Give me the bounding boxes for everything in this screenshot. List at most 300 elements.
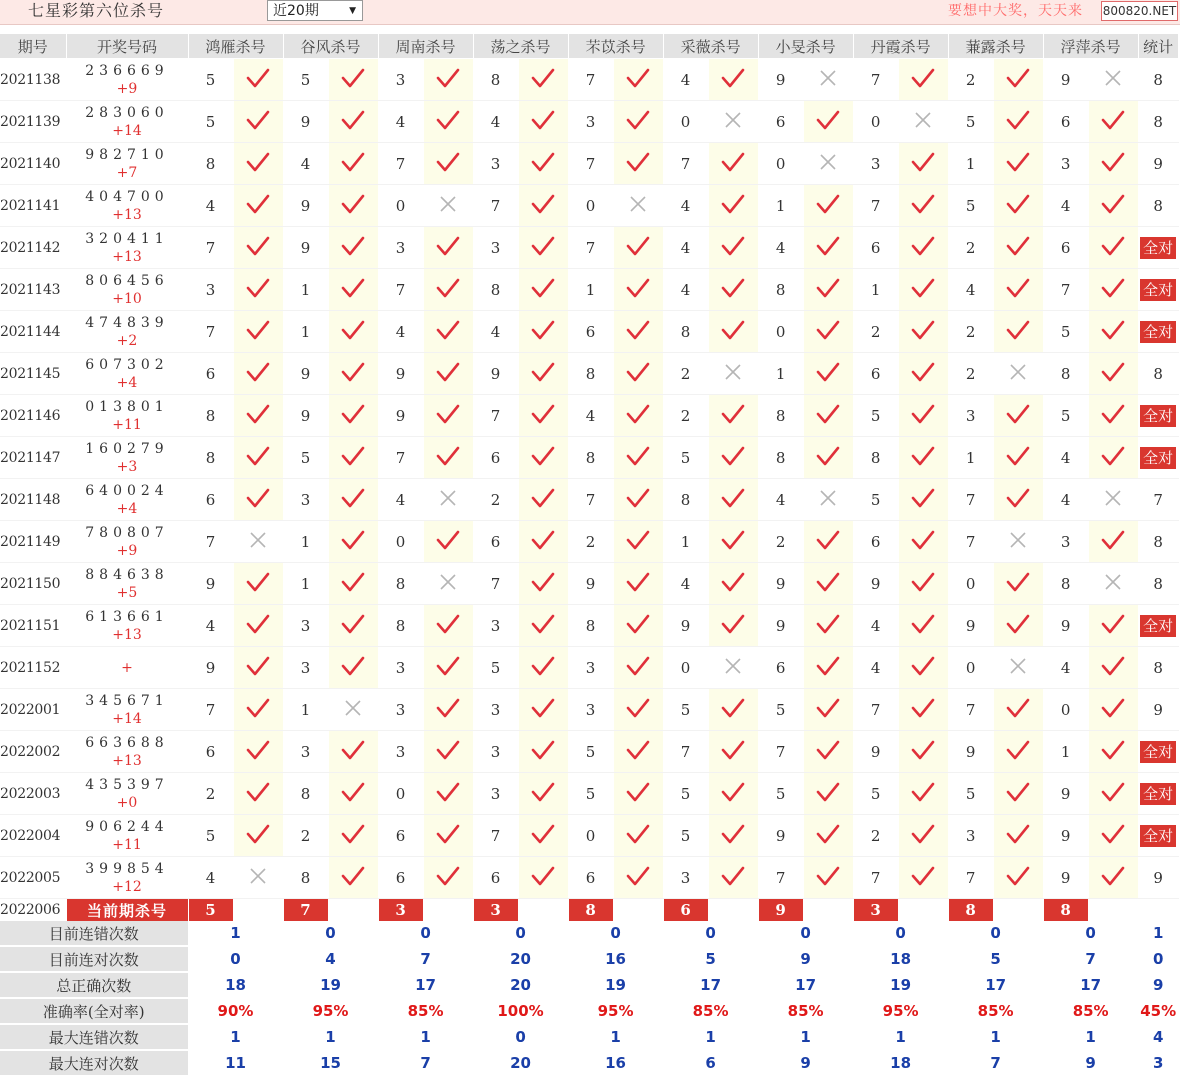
draw-numbers: 474839 bbox=[85, 314, 169, 331]
header-killer-1: 谷风杀号 bbox=[283, 34, 378, 59]
summary-value: 18 bbox=[853, 946, 948, 972]
cross-icon bbox=[724, 111, 742, 129]
check-icon bbox=[436, 277, 460, 299]
check-icon bbox=[1006, 865, 1030, 887]
check-icon bbox=[721, 529, 745, 551]
hit-mark bbox=[423, 311, 473, 353]
kill-number: 4 bbox=[948, 269, 993, 311]
kill-number: 8 bbox=[188, 395, 233, 437]
kill-number: 6 bbox=[568, 311, 613, 353]
check-icon bbox=[911, 151, 935, 173]
hit-mark bbox=[423, 143, 473, 185]
table-row bbox=[0, 227, 1178, 269]
summary-value: 0 bbox=[948, 921, 1043, 946]
summary-value: 0 bbox=[378, 921, 473, 946]
kill-number: 9 bbox=[663, 605, 708, 647]
check-icon bbox=[721, 445, 745, 467]
hit-mark bbox=[803, 185, 853, 227]
draw-sum: +0 bbox=[116, 794, 138, 811]
draw-numbers: 884638 bbox=[85, 566, 169, 583]
kill-number: 7 bbox=[473, 395, 518, 437]
stat-value: 8 bbox=[1153, 532, 1163, 551]
check-icon bbox=[436, 235, 460, 257]
check-icon bbox=[531, 781, 555, 803]
kill-number: 5 bbox=[1043, 395, 1088, 437]
miss-mark bbox=[233, 521, 283, 563]
check-icon bbox=[626, 109, 650, 131]
check-icon bbox=[1101, 319, 1125, 341]
cross-icon bbox=[1104, 69, 1122, 87]
table-row bbox=[0, 689, 1178, 731]
kill-number: 8 bbox=[663, 479, 708, 521]
kill-number: 4 bbox=[188, 605, 233, 647]
kill-number: 0 bbox=[758, 143, 803, 185]
hit-mark bbox=[423, 521, 473, 563]
period-cell: 2022002 bbox=[0, 731, 66, 773]
summary-row bbox=[0, 946, 1178, 972]
kill-number: 7 bbox=[948, 857, 993, 899]
check-icon bbox=[911, 865, 935, 887]
kill-number: 5 bbox=[188, 815, 233, 857]
summary-value: 17 bbox=[1043, 972, 1138, 998]
table-row bbox=[0, 563, 1178, 605]
check-icon bbox=[626, 235, 650, 257]
kill-number: 2 bbox=[948, 311, 993, 353]
draw-numbers: 013801 bbox=[85, 398, 169, 415]
summary-value: 7 bbox=[1043, 946, 1138, 972]
hit-mark bbox=[1088, 689, 1138, 731]
summary-value: 0 bbox=[853, 921, 948, 946]
cross-icon bbox=[629, 195, 647, 213]
hit-mark bbox=[518, 185, 568, 227]
kill-number: 5 bbox=[188, 101, 233, 143]
kill-number: 8 bbox=[283, 773, 328, 815]
hit-mark bbox=[233, 647, 283, 689]
draw-numbers: 236669 bbox=[85, 62, 169, 79]
draw-numbers: 399854 bbox=[85, 860, 169, 877]
header-killer-8: 蒹露杀号 bbox=[948, 34, 1043, 59]
kill-number: 3 bbox=[283, 647, 328, 689]
stat-cell bbox=[1138, 521, 1178, 563]
hit-mark bbox=[1088, 311, 1138, 353]
summary-value: 5 bbox=[948, 946, 1043, 972]
hit-mark bbox=[328, 59, 378, 101]
kill-number: 7 bbox=[948, 521, 993, 563]
kill-number-table bbox=[0, 34, 1179, 1077]
history-rows bbox=[0, 59, 1178, 899]
kill-number: 1 bbox=[758, 185, 803, 227]
current-kill-number: 6 bbox=[663, 899, 708, 922]
check-icon bbox=[246, 613, 270, 635]
kill-number: 3 bbox=[188, 269, 233, 311]
table-row bbox=[0, 437, 1178, 479]
stat-value: 8 bbox=[1153, 574, 1163, 593]
draw-cell bbox=[66, 143, 188, 185]
hit-mark bbox=[803, 227, 853, 269]
check-icon bbox=[341, 319, 365, 341]
draw-sum: +14 bbox=[112, 710, 142, 727]
check-icon bbox=[816, 697, 840, 719]
all-correct-badge: 全对 bbox=[1140, 405, 1176, 427]
draw-numbers: 640024 bbox=[85, 482, 169, 499]
check-icon bbox=[911, 655, 935, 677]
draw-sum: + bbox=[121, 659, 133, 676]
check-icon bbox=[531, 277, 555, 299]
summary-value: 1 bbox=[663, 1024, 758, 1050]
hit-mark bbox=[1088, 647, 1138, 689]
kill-number: 0 bbox=[568, 815, 613, 857]
check-icon bbox=[531, 67, 555, 89]
check-icon bbox=[1006, 319, 1030, 341]
summary-label: 目前连错次数 bbox=[0, 921, 188, 946]
check-icon bbox=[1006, 109, 1030, 131]
period-cell: 2022003 bbox=[0, 773, 66, 815]
summary-stat: 0 bbox=[1138, 946, 1178, 972]
hit-mark bbox=[993, 143, 1043, 185]
kill-number: 7 bbox=[188, 311, 233, 353]
hit-mark bbox=[328, 647, 378, 689]
kill-number: 9 bbox=[378, 353, 423, 395]
kill-number: 9 bbox=[758, 59, 803, 101]
hit-mark bbox=[993, 605, 1043, 647]
hit-mark bbox=[1088, 857, 1138, 899]
check-icon bbox=[436, 67, 460, 89]
check-icon bbox=[246, 235, 270, 257]
stat-cell bbox=[1138, 773, 1178, 815]
check-icon bbox=[626, 529, 650, 551]
current-kill-spacer bbox=[613, 899, 663, 922]
current-kill-number: 8 bbox=[568, 899, 613, 922]
stat-cell bbox=[1138, 857, 1178, 899]
draw-sum: +5 bbox=[116, 584, 138, 601]
hit-mark bbox=[898, 563, 948, 605]
stat-cell bbox=[1138, 731, 1178, 773]
kill-number: 4 bbox=[188, 857, 233, 899]
miss-mark bbox=[233, 857, 283, 899]
hit-mark bbox=[708, 857, 758, 899]
kill-number: 8 bbox=[188, 143, 233, 185]
miss-mark bbox=[993, 521, 1043, 563]
check-icon bbox=[721, 487, 745, 509]
hit-mark bbox=[233, 311, 283, 353]
all-correct-badge: 全对 bbox=[1140, 321, 1176, 343]
hit-mark bbox=[518, 311, 568, 353]
kill-number: 9 bbox=[283, 353, 328, 395]
check-icon bbox=[246, 361, 270, 383]
hit-mark bbox=[613, 353, 663, 395]
header-killer-2: 周南杀号 bbox=[378, 34, 473, 59]
hit-mark bbox=[328, 563, 378, 605]
miss-mark bbox=[423, 563, 473, 605]
period-range-select[interactable] bbox=[267, 0, 363, 21]
hit-mark bbox=[803, 563, 853, 605]
kill-number: 8 bbox=[853, 437, 898, 479]
check-icon bbox=[531, 403, 555, 425]
hit-mark bbox=[1088, 521, 1138, 563]
check-icon bbox=[436, 781, 460, 803]
kill-number: 3 bbox=[283, 479, 328, 521]
check-icon bbox=[911, 319, 935, 341]
summary-stat: 9 bbox=[1138, 972, 1178, 998]
current-kill-spacer bbox=[803, 899, 853, 922]
stat-cell bbox=[1138, 689, 1178, 731]
hit-mark bbox=[328, 857, 378, 899]
check-icon bbox=[1101, 865, 1125, 887]
hit-mark bbox=[898, 311, 948, 353]
draw-sum: +10 bbox=[112, 290, 142, 307]
summary-stat: 45% bbox=[1138, 998, 1178, 1024]
table-row bbox=[0, 185, 1178, 227]
check-icon bbox=[816, 739, 840, 761]
summary-value: 0 bbox=[283, 921, 378, 946]
check-icon bbox=[436, 697, 460, 719]
check-icon bbox=[911, 277, 935, 299]
check-icon bbox=[531, 319, 555, 341]
kill-number: 3 bbox=[1043, 143, 1088, 185]
check-icon bbox=[531, 193, 555, 215]
period-cell: 2021143 bbox=[0, 269, 66, 311]
check-icon bbox=[721, 865, 745, 887]
stat-cell bbox=[1138, 353, 1178, 395]
kill-number: 9 bbox=[1043, 59, 1088, 101]
check-icon bbox=[1006, 445, 1030, 467]
check-icon bbox=[531, 655, 555, 677]
header-killer-7: 丹霞杀号 bbox=[853, 34, 948, 59]
hit-mark bbox=[993, 689, 1043, 731]
draw-numbers: 404700 bbox=[85, 188, 169, 205]
kill-number: 1 bbox=[758, 353, 803, 395]
kill-number: 7 bbox=[663, 731, 708, 773]
kill-number: 3 bbox=[948, 395, 993, 437]
hit-mark bbox=[233, 101, 283, 143]
period-cell: 2021138 bbox=[0, 59, 66, 101]
kill-number: 3 bbox=[283, 605, 328, 647]
stat-cell bbox=[1138, 101, 1178, 143]
check-icon bbox=[246, 697, 270, 719]
draw-sum: +13 bbox=[112, 626, 142, 643]
draw-numbers: 345671 bbox=[85, 692, 169, 709]
hit-mark bbox=[898, 395, 948, 437]
cross-icon bbox=[439, 195, 457, 213]
kill-number: 1 bbox=[663, 521, 708, 563]
summary-value: 9 bbox=[1043, 1050, 1138, 1076]
table-row bbox=[0, 311, 1178, 353]
check-icon bbox=[816, 865, 840, 887]
kill-number: 3 bbox=[853, 143, 898, 185]
draw-numbers: 613661 bbox=[85, 608, 169, 625]
kill-number: 7 bbox=[568, 479, 613, 521]
kill-number: 7 bbox=[378, 143, 423, 185]
check-icon bbox=[436, 739, 460, 761]
check-icon bbox=[911, 781, 935, 803]
check-icon bbox=[436, 865, 460, 887]
check-icon bbox=[341, 487, 365, 509]
check-icon bbox=[911, 193, 935, 215]
kill-number: 2 bbox=[758, 521, 803, 563]
check-icon bbox=[911, 235, 935, 257]
hit-mark bbox=[898, 269, 948, 311]
current-kill-number: 3 bbox=[473, 899, 518, 922]
check-icon bbox=[436, 529, 460, 551]
summary-value: 0 bbox=[188, 946, 283, 972]
summary-label: 总正确次数 bbox=[0, 972, 188, 998]
period-cell: 2021151 bbox=[0, 605, 66, 647]
summary-row bbox=[0, 1050, 1178, 1076]
check-icon bbox=[341, 781, 365, 803]
current-kill-spacer bbox=[518, 899, 568, 922]
current-kill-number: 5 bbox=[188, 899, 233, 922]
kill-number: 5 bbox=[663, 773, 708, 815]
hit-mark bbox=[898, 647, 948, 689]
summary-value: 1 bbox=[948, 1024, 1043, 1050]
kill-number: 9 bbox=[1043, 605, 1088, 647]
current-kill-number: 9 bbox=[758, 899, 803, 922]
summary-value: 85% bbox=[758, 998, 853, 1024]
kill-number: 4 bbox=[378, 479, 423, 521]
check-icon bbox=[626, 613, 650, 635]
kill-number: 4 bbox=[663, 59, 708, 101]
hit-mark bbox=[613, 59, 663, 101]
stat-cell bbox=[1138, 395, 1178, 437]
check-icon bbox=[246, 319, 270, 341]
summary-value: 9 bbox=[758, 1050, 853, 1076]
hit-mark bbox=[898, 143, 948, 185]
current-kill-number: 7 bbox=[283, 899, 328, 922]
hit-mark bbox=[518, 143, 568, 185]
check-icon bbox=[341, 235, 365, 257]
stat-cell bbox=[1138, 269, 1178, 311]
check-icon bbox=[436, 445, 460, 467]
stat-cell bbox=[1138, 479, 1178, 521]
kill-number: 2 bbox=[188, 773, 233, 815]
kill-number: 5 bbox=[948, 185, 993, 227]
summary-value: 95% bbox=[283, 998, 378, 1024]
check-icon bbox=[1006, 67, 1030, 89]
kill-number: 3 bbox=[948, 815, 993, 857]
summary-value: 0 bbox=[663, 921, 758, 946]
kill-number: 8 bbox=[758, 269, 803, 311]
cross-icon bbox=[724, 363, 742, 381]
check-icon bbox=[531, 613, 555, 635]
check-icon bbox=[626, 655, 650, 677]
kill-number: 3 bbox=[473, 227, 518, 269]
kill-number: 4 bbox=[663, 269, 708, 311]
kill-number: 5 bbox=[663, 689, 708, 731]
check-icon bbox=[341, 67, 365, 89]
kill-number: 1 bbox=[283, 311, 328, 353]
kill-number: 7 bbox=[188, 521, 233, 563]
check-icon bbox=[721, 823, 745, 845]
stat-cell bbox=[1138, 185, 1178, 227]
kill-number: 3 bbox=[378, 227, 423, 269]
check-icon bbox=[246, 109, 270, 131]
kill-number: 3 bbox=[568, 689, 613, 731]
check-icon bbox=[1006, 739, 1030, 761]
kill-number: 6 bbox=[378, 857, 423, 899]
check-icon bbox=[436, 151, 460, 173]
hit-mark bbox=[993, 773, 1043, 815]
kill-number: 5 bbox=[758, 773, 803, 815]
check-icon bbox=[1006, 697, 1030, 719]
draw-sum: +12 bbox=[112, 878, 142, 895]
kill-number: 9 bbox=[1043, 857, 1088, 899]
check-icon bbox=[246, 655, 270, 677]
hit-mark bbox=[898, 479, 948, 521]
summary-value: 9 bbox=[758, 946, 853, 972]
stat-value: 7 bbox=[1153, 490, 1163, 509]
draw-numbers: 663688 bbox=[85, 734, 169, 751]
check-icon bbox=[246, 445, 270, 467]
hit-mark bbox=[898, 605, 948, 647]
check-icon bbox=[911, 571, 935, 593]
check-icon bbox=[1006, 193, 1030, 215]
hit-mark bbox=[993, 59, 1043, 101]
summary-stat: 3 bbox=[1138, 1050, 1178, 1076]
kill-number: 4 bbox=[1043, 185, 1088, 227]
hit-mark bbox=[898, 689, 948, 731]
hit-mark bbox=[1088, 731, 1138, 773]
hit-mark bbox=[898, 815, 948, 857]
hit-mark bbox=[1088, 395, 1138, 437]
draw-cell bbox=[66, 605, 188, 647]
hit-mark bbox=[708, 185, 758, 227]
miss-mark bbox=[993, 353, 1043, 395]
check-icon bbox=[721, 403, 745, 425]
hit-mark bbox=[803, 689, 853, 731]
site-link[interactable]: 800820.NET bbox=[1101, 1, 1178, 21]
hit-mark bbox=[898, 857, 948, 899]
kill-number: 2 bbox=[948, 59, 993, 101]
kill-number: 1 bbox=[1043, 731, 1088, 773]
table-row bbox=[0, 143, 1178, 185]
hit-mark bbox=[423, 353, 473, 395]
check-icon bbox=[436, 823, 460, 845]
kill-number: 8 bbox=[283, 857, 328, 899]
period-cell: 2022004 bbox=[0, 815, 66, 857]
stat-value: 8 bbox=[1153, 70, 1163, 89]
summary-value: 1 bbox=[283, 1024, 378, 1050]
miss-mark bbox=[898, 101, 948, 143]
cross-icon bbox=[344, 699, 362, 717]
kill-number: 4 bbox=[473, 101, 518, 143]
hit-mark bbox=[708, 521, 758, 563]
kill-number: 5 bbox=[663, 815, 708, 857]
hit-mark bbox=[708, 563, 758, 605]
check-icon bbox=[436, 109, 460, 131]
draw-numbers: 283060 bbox=[85, 104, 169, 121]
kill-number: 9 bbox=[758, 605, 803, 647]
kill-number: 0 bbox=[758, 311, 803, 353]
hit-mark bbox=[518, 857, 568, 899]
check-icon bbox=[341, 823, 365, 845]
kill-number: 3 bbox=[473, 773, 518, 815]
summary-stat: 1 bbox=[1138, 921, 1178, 946]
hit-mark bbox=[233, 353, 283, 395]
draw-cell bbox=[66, 59, 188, 101]
miss-mark bbox=[708, 101, 758, 143]
summary-value: 85% bbox=[663, 998, 758, 1024]
summary-value: 95% bbox=[568, 998, 663, 1024]
table-row bbox=[0, 773, 1178, 815]
summary-value: 19 bbox=[283, 972, 378, 998]
check-icon bbox=[531, 739, 555, 761]
kill-number: 8 bbox=[568, 437, 613, 479]
hit-mark bbox=[708, 311, 758, 353]
hit-mark bbox=[233, 689, 283, 731]
table-row bbox=[0, 101, 1178, 143]
draw-cell bbox=[66, 689, 188, 731]
kill-number: 4 bbox=[758, 227, 803, 269]
